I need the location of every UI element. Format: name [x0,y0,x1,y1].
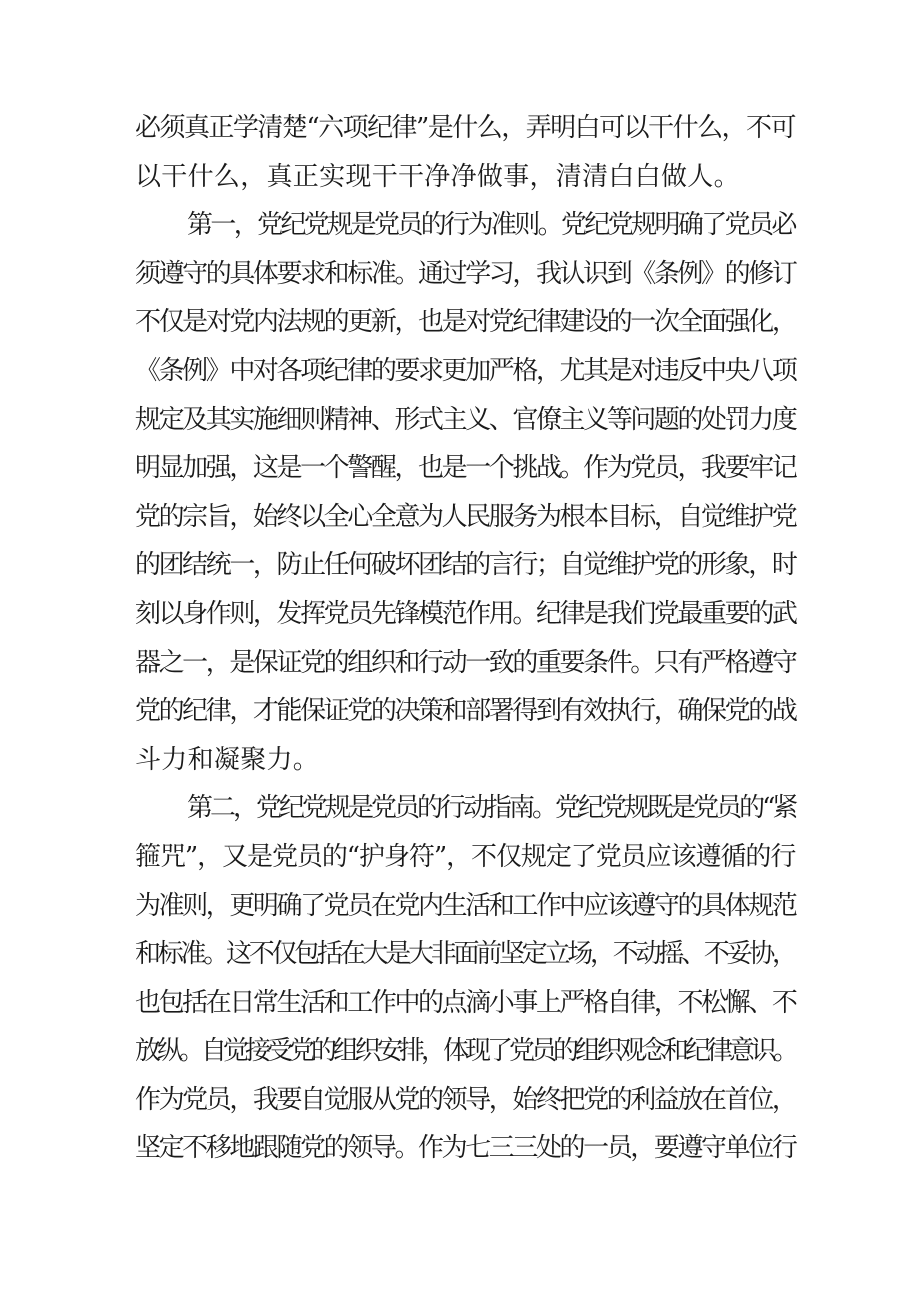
text-line: 须遵守的具体要求和标准。通过学习，我认识到《条例》的修订 [135,258,796,289]
text-line: 的团结统一，防止任何破坏团结的言行；自觉维护党的形象，时 [135,550,796,581]
text-line: 必须真正学清楚“六项纪律”是什么，弄明白可以干什么，不可 [135,113,795,143]
text-line: 也包括在日常生活和工作中的点滴小事上严格自律，不松懈、不 [135,987,796,1018]
text-line: 和标准。这不仅包括在大是大非面前坚定立场，不动摇、不妥协， [135,939,795,970]
text-line: 《条例》中对各项纪律的要求更加严格，尤其是对违反中央八项 [135,355,796,386]
text-line: 党的纪律，才能保证党的决策和部署得到有效执行，确保党的战 [135,696,796,727]
text-line: 明显加强，这是一个警醒，也是一个挑战。作为党员，我要牢记 [135,453,796,484]
text-line: 器之一，是保证党的组织和行动一致的重要条件。只有严格遵守 [135,647,796,678]
text-line: 作为党员，我要自觉服从党的领导，始终把党的利益放在首位， [135,1084,796,1115]
text-line: 刻以身作则，发挥党员先锋模范作用。纪律是我们党最重要的武 [135,598,796,629]
paragraph-first-line: 第二，党纪党规是党员的行动指南。党纪党规既是党员的“紧 [187,793,796,824]
text-line: 为准则，更明确了党员在党内生活和工作中应该遵守的具体规范 [135,890,796,921]
text-line: 放纵。自觉接受党的组织安排，体现了党员的组织观念和纪律意识。 [135,1036,796,1067]
text-line: 箍咒”，又是党员的“护身符”，不仅规定了党员应该遵循的行 [135,841,796,872]
paragraph-first-line: 第一，党纪党规是党员的行为准则。党纪党规明确了党员必 [187,210,795,241]
text-line: 斗力和凝聚力。 [135,744,320,775]
body-text [135,104,795,1173]
text-line: 坚定不移地跟随党的领导。作为七三三处的一员，要遵守单位行 [135,1133,796,1164]
text-line: 党的宗旨，始终以全心全意为人民服务为根本目标，自觉维护党 [135,501,796,532]
text-line: 以干什么，真正实现干干净净做事，清清白白做人。 [135,161,740,192]
text-line: 规定及其实施细则精神、形式主义、官僚主义等问题的处罚力度 [135,404,796,435]
text-line: 不仅是对党内法规的更新，也是对党纪律建设的一次全面强化， [135,307,796,338]
